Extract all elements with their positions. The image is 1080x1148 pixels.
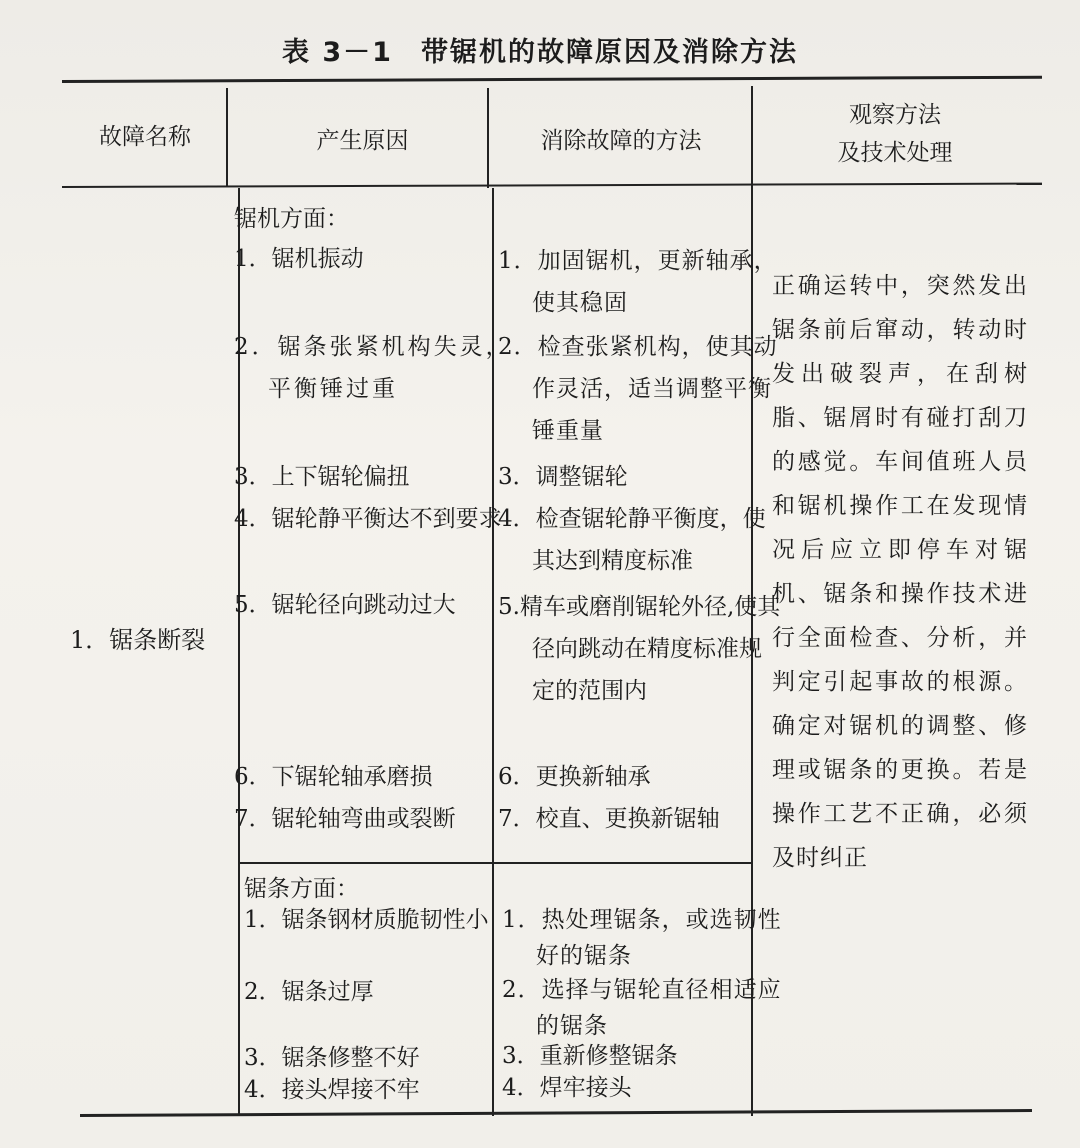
remedy-item: 6．更换新轴承 [498,764,651,790]
table-title-text: 带锯机的故障原因及消除方法 [420,37,798,68]
remedy-item: 2．检查张紧机构，使其动作灵活，适当调整平衡锤重量 [498,334,778,444]
table-number: 表 3－1 [282,37,393,68]
table-title [0,30,1080,69]
header-observation: 观察方法 及技术处理 [837,102,953,166]
column-rule-1 [226,88,228,186]
cause-item: 7．锯轮轴弯曲或裂断 [234,806,456,832]
cause-item: 5．锯轮径向跳动过大 [234,592,456,618]
cause-item: 1．锯机振动 [234,246,364,272]
remedy-item: 3．重新修整锯条 [502,1043,678,1069]
cause-item: 2．锯条张紧机构失灵，平衡锤过重 [234,334,512,402]
header-remedy: 消除故障的方法 [540,128,702,154]
cause-item: 4．锯轮静平衡达不到要求 [234,506,502,532]
remedy-item: 1．热处理锯条，或选韧性好的锯条 [502,907,782,969]
remedy-item: 4．焊牢接头 [502,1075,632,1101]
remedy-item: 3．调整锯轮 [498,464,628,490]
cause-item: 2．锯条过厚 [244,979,374,1005]
header-cause: 产生原因 [316,128,409,154]
remedy-item: 1．加固锯机，更新轴承，使其稳固 [498,248,778,316]
header-fault-name: 故障名称 [99,124,191,150]
cause-item: 3．上下锯轮偏扭 [234,464,410,490]
fault-name-cell: 1．锯条断裂 [70,626,206,654]
column-rule-2 [487,88,489,188]
observation-cell: 正确运转中，突然发出锯条前后窜动，转动时发出破裂声，在刮树脂、锯屑时有碰打刮刀的感觉。车间值班人员和锯机操作工在发现情况后应立即停车对锯机、锯条和操作技术进行全面检查、分析，并判定引起事故的根源。确定对锯机的调整、修理或锯条的更换。若是操作工艺不正确，必须及时纠正 [772,273,1028,871]
cause-section-heading-blade: 锯条方面： [244,876,359,902]
header-bottom-rule [62,183,1042,188]
remedy-item: 5.精车或磨削锯轮外径,使其径向跳动在精度标准规定的范围内 [498,594,781,704]
cause-item: 1．锯条钢材质脆韧性小 [244,907,489,933]
remedy-item: 4．检查锯轮静平衡度，使其达到精度标准 [498,506,766,574]
remedy-item: 7．校直、更换新锯轴 [498,806,720,832]
cause-item: 6．下锯轮轴承磨损 [234,764,433,790]
cause-section-heading-machine: 锯机方面： [234,206,349,232]
cause-item: 3．锯条修整不好 [244,1045,420,1071]
table-bottom-rule [80,1109,1032,1117]
remedy-item: 2．选择与锯轮直径相适应的锯条 [502,977,782,1039]
table-top-rule [62,76,1042,83]
cause-item: 4．接头焊接不牢 [244,1077,420,1103]
section-divider-rule [238,862,753,864]
